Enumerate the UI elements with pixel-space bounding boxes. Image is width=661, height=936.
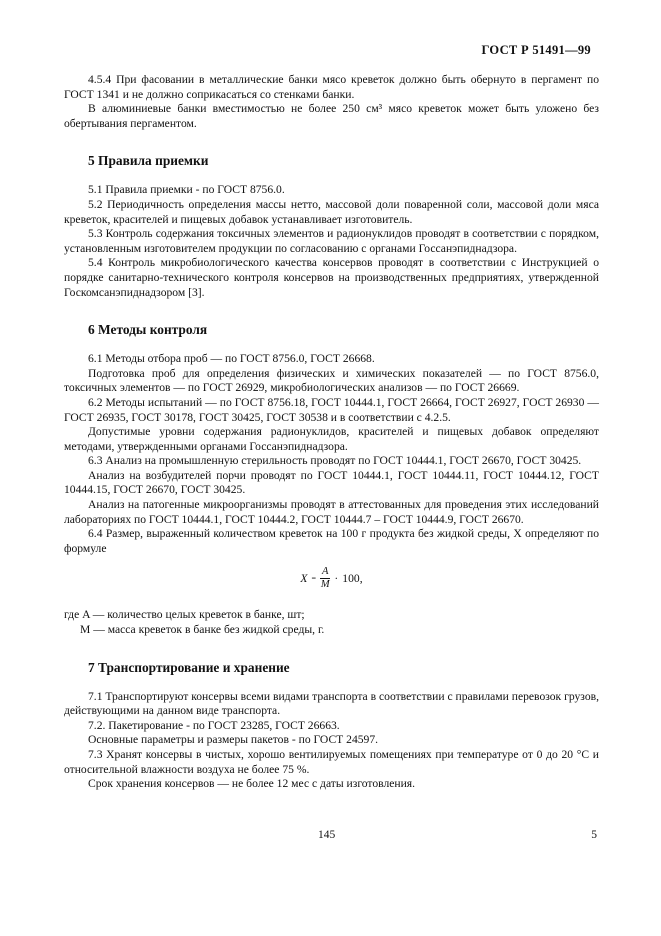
page-number-center: 145 <box>318 829 336 841</box>
paragraph-5-3: 5.3 Контроль содержания токсичных элементов и радионуклидов проводят в соответствии с порядком, установленным изготовителем продукции по согласованию с органами Госсанэпиднадзора. <box>64 227 599 255</box>
formula-legend <box>64 608 599 637</box>
legend-a: где A — количество целых креветок в банке, шт; <box>64 608 305 622</box>
paragraph-shelf-life: Срок хранения консервов — не более 12 мес с даты изготовления. <box>88 777 416 791</box>
page-number-right: 5 <box>591 829 597 841</box>
paragraph-6-1: 6.1 Методы отбора проб — по ГОСТ 8756.0, ГОСТ 26668. <box>88 352 375 366</box>
formula <box>64 566 599 596</box>
paragraph-5-2: 5.2 Периодичность определения массы нетто, массовой доли поваренной соли, массовой доли мяса креветок, красителей и пищевых добавок устанавливает изготовитель. <box>64 197 599 226</box>
paragraph-6-4: 6.4 Размер, выраженный количеством креветок на 100 г продукта без жидкой среды, X определяют по формуле <box>64 527 599 555</box>
paragraph-pathogen-analysis: Анализ на патогенные микроорганизмы проводят в аттестованных для проведения этих исследований лабораториях по ГОСТ 10444.1, ГОСТ 10444.2, ГОСТ 10444.7 – ГОСТ 10444.9, ГОСТ 26670. <box>64 498 599 526</box>
paragraph-5-1: 5.1 Правила приемки - по ГОСТ 8756.0. <box>88 183 285 197</box>
paragraph-spoilage-analysis: Анализ на возбудителей порчи проводят по ГОСТ 10444.1, ГОСТ 10444.11, ГОСТ 10444.12, ГОСТ 10444.15, ГОСТ 26670, ГОСТ 30425. <box>64 468 599 497</box>
section-5-title: 5 Правила приемки <box>88 153 209 169</box>
formula-factor: 100, <box>342 571 363 585</box>
paragraph-permissible-levels: Допустимые уровни содержания радионуклидов, красителей и пищевых добавок определяют методами, утвержденными органами Госсанэпиднадзора. <box>64 425 599 453</box>
document-body <box>64 73 599 792</box>
standard-code-header: ГОСТ Р 51491—99 <box>481 43 591 57</box>
paragraph-package-params: Основные параметры и размеры пакетов - по ГОСТ 24597. <box>88 733 379 747</box>
formula-numerator: A <box>322 566 329 578</box>
paragraph-6-2: 6.2 Методы испытаний — по ГОСТ 8756.18, ГОСТ 10444.1, ГОСТ 26664, ГОСТ 26927, ГОСТ 26930 — ГОСТ 26935, ГОСТ 30178, ГОСТ 30425, ГОСТ 30538 и в соответствии с 4.2.5. <box>64 395 599 424</box>
section-7-title: 7 Транспортирование и хранение <box>88 659 290 675</box>
paragraph-7-1: 7.1 Транспортируют консервы всеми видами транспорта в соответствии с правилами перевозок грузов, действующими на данном виде транспорта. <box>64 689 599 718</box>
formula-times: · <box>334 571 339 585</box>
paragraph-aluminum-cans: В алюминиевые банки вместимостью не более 250 см³ мясо креветок может быть уложено без обертывания пергаментом. <box>64 102 599 130</box>
formula-lhs: X <box>300 571 308 585</box>
formula-equals: = <box>311 573 316 583</box>
paragraph-6-3: 6.3 Анализ на промышленную стерильность проводят по ГОСТ 10444.1, ГОСТ 26670, ГОСТ 30425. <box>88 454 582 468</box>
paragraph-sample-prep: Подготовка проб для определения физических и химических показателей — по ГОСТ 8756.0, токсичных элементов — по ГОСТ 26929, микробиологических анализов — по ГОСТ 26669. <box>64 366 599 395</box>
legend-m: M — масса креветок в банке без жидкой среды, г. <box>80 623 325 637</box>
paragraph-5-4: 5.4 Контроль микробиологического качества консервов проводят в соответствии с Инструкцией о порядке санитарно-технического контроля консервов на производственных предприятиях, утвержденной Госкомсанэпиднадзором [3]. <box>64 256 599 299</box>
paragraph-7-3: 7.3 Хранят консервы в чистых, хорошо вентилируемых помещениях при температуре от 0 до 20 °С и относительной влажности воздуха не более 75 %. <box>64 748 599 776</box>
formula-denominator: M <box>320 579 330 591</box>
section-6-title: 6 Методы контроля <box>88 322 208 338</box>
formula-fraction <box>320 566 330 591</box>
paragraph-7-2: 7.2. Пакетирование - по ГОСТ 23285, ГОСТ 26663. <box>88 718 340 732</box>
paragraph-4-5-4: 4.5.4 При фасовании в металлические банки мясо креветок должно быть обернуто в пергамент по ГОСТ 1341 и не должно соприкасаться со стенками банки. <box>64 73 599 101</box>
